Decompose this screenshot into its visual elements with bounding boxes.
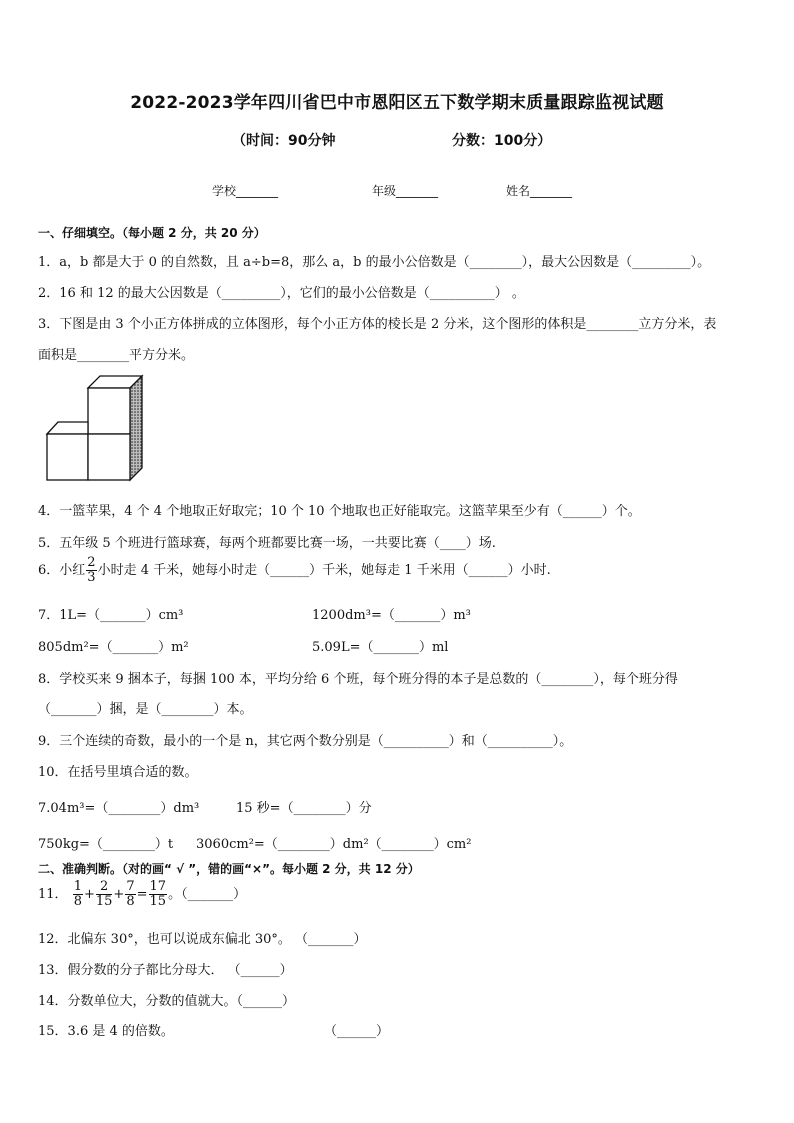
question-11-prefix: 11．	[38, 887, 68, 902]
question-1: 1．a，b 都是大于 0 的自然数，且 a÷b=8，那么 a，b 的最小公倍数是（________），最大公因数是（_________）。	[38, 255, 711, 270]
section-2-heading: 二、准确判断。（对的画“ √ ”，错的画“×”。每小题 2 分，共 12 分）	[38, 862, 420, 876]
fraction-numerator: 7	[126, 879, 135, 894]
question-6	[38, 556, 551, 585]
question-3-line-1: 3．下图是由 3 个小正方体拼成的立体图形，每个小正方体的棱长是 2 分米，这个图形的体积是________立方分米，表	[38, 317, 717, 332]
question-11: 11． $\frac{1}{8}$ + $\frac{2}{15}$ + $\frac{7}{8}$ = $\frac{17}{15}$ 。（_______）	[38, 879, 247, 909]
fraction-two-thirds	[86, 556, 96, 585]
fraction-numerator: 2	[96, 880, 113, 895]
question-7-b: 1200dm³=（_______）m³	[312, 608, 471, 623]
fraction-numerator: 17	[149, 879, 167, 894]
question-2: 2．16 和 12 的最大公因数是（_________），它们的最小公倍数是（__________） 。	[38, 286, 525, 301]
fraction-2	[96, 880, 113, 909]
question-15-answer: （______）	[324, 1024, 390, 1039]
fraction-denominator: 8	[73, 894, 82, 909]
question-7-c: 805dm²=（_______）m²	[38, 640, 189, 655]
question-14: 14．分数单位大，分数的值就大。（______）	[38, 994, 296, 1009]
fraction-4	[149, 880, 168, 909]
question-10: 10．在括号里填合适的数。	[38, 765, 198, 780]
question-15: 15．3.6 是 4 的倍数。	[38, 1024, 174, 1039]
fraction-denominator: 15	[149, 894, 167, 909]
grade-field: 年级_______	[372, 184, 439, 198]
fraction-numerator: 2	[87, 555, 96, 570]
question-10-d: 3060cm²=（________）dm²（________）cm²	[196, 837, 472, 852]
fraction-1	[73, 880, 83, 909]
question-7-d: 5.09L=（_______）ml	[312, 640, 449, 655]
question-6-suffix: 小时走 4 千米，她每小时走（______）千米，她每走 1 千米用（______）小时.	[97, 563, 551, 578]
fraction-3	[125, 880, 135, 909]
question-11-suffix: 。（_______）	[168, 887, 247, 902]
question-3-line-2: 面积是________平方分米。	[38, 348, 195, 363]
question-6-prefix: 6．小红	[38, 563, 86, 578]
page-title: 2022-2023学年四川省巴中市恩阳区五下数学期末质量跟踪监视试题	[130, 93, 664, 113]
cube-figure	[44, 372, 156, 482]
question-12: 12．北偏东 30°，也可以说成东偏北 30°。 （_______）	[38, 932, 367, 947]
section-1-heading: 一、仔细填空。（每小题 2 分，共 20 分）	[38, 226, 266, 240]
question-8-line-2: （_______）捆，是（________）本。	[38, 702, 253, 717]
fraction-numerator: 1	[73, 879, 82, 894]
question-9: 9．三个连续的奇数，最小的一个是 n，其它两个数分别是（__________）和（__________）。	[38, 734, 573, 749]
total-score: 分数：100分）	[452, 133, 552, 149]
name-field: 姓名_______	[506, 184, 573, 198]
time-limit: （时间：90分钟	[232, 133, 336, 149]
fraction-denominator: 8	[126, 894, 135, 909]
fraction-denominator: 3	[87, 570, 96, 585]
question-8-line-1: 8．学校买来 9 捆本子，每捆 100 本，平均分给 6 个班，每个班分得的本子是总数的（________），每个班分得	[38, 672, 678, 687]
question-10-a: 7.04m³=（________）dm³	[38, 801, 200, 816]
question-10-c: 750kg=（________）t	[38, 837, 174, 852]
question-10-b: 15 秒=（________）分	[236, 801, 372, 816]
school-field: 学校_______	[212, 184, 279, 198]
fraction-denominator: 15	[95, 894, 113, 909]
question-7-a: 7．1L=（_______）cm³	[38, 608, 184, 623]
question-13: 13．假分数的分子都比分母大． （______）	[38, 963, 293, 978]
question-5: 5．五年级 5 个班进行篮球赛，每两个班都要比赛一场，一共要比赛（____）场.	[38, 536, 496, 551]
question-4: 4．一篮苹果，4 个 4 个地取正好取完；10 个 10 个地取也正好能取完。这篮苹果至少有（______）个。	[38, 504, 641, 519]
